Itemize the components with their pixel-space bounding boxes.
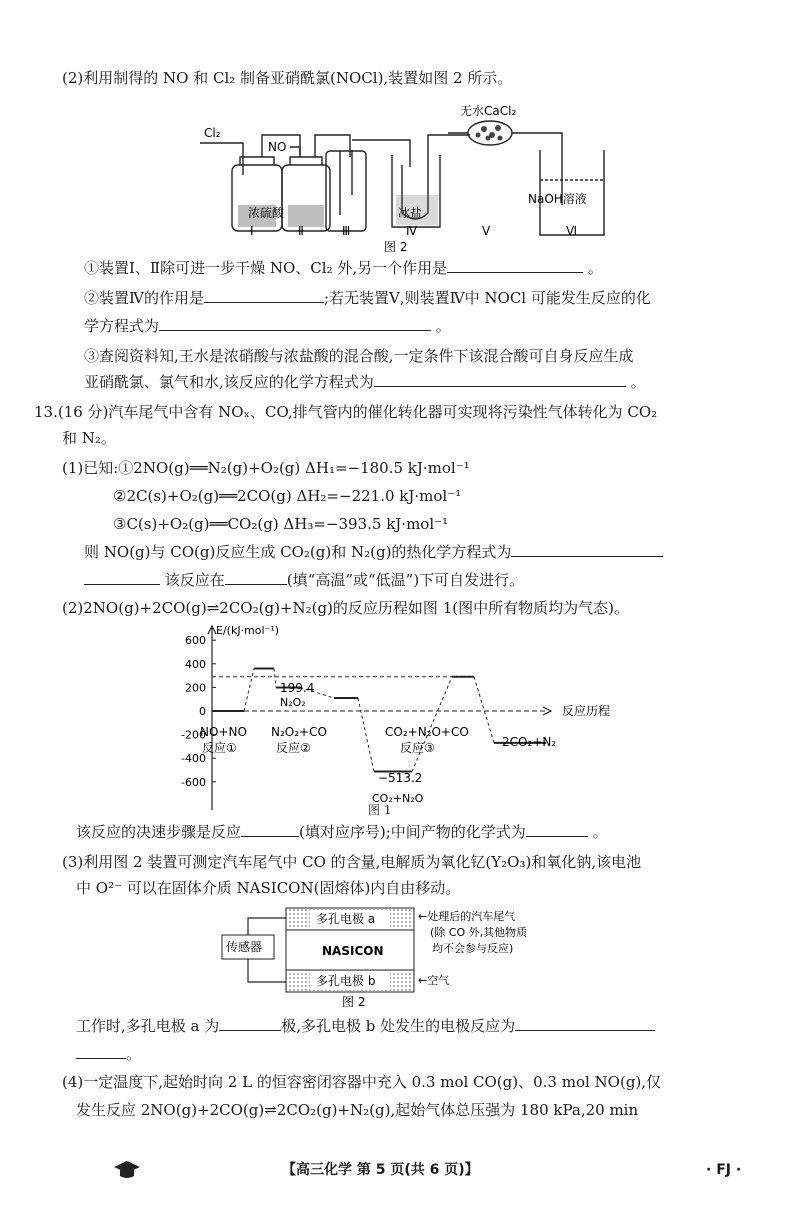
q13-p3-line1: (3)利用图 2 装置可测定汽车尾气中 CO 的含量,电解质为氧化钇(Y₂O₃)和氧化钠,该电池 xyxy=(62,853,642,871)
footer-page-info: 【高三化学 第 5 页(共 6 页)】 xyxy=(282,1162,479,1178)
naoh-label: NaOH溶液 xyxy=(528,192,587,206)
q12-sub1: ①装置Ⅰ、Ⅱ除可进一步干燥 NO、Cl₂ 外,另一个作用是 。 xyxy=(84,259,603,277)
y-tick-label: -400 xyxy=(181,752,206,766)
footer-region-code: · FJ · xyxy=(706,1162,742,1178)
y-tick-label: -600 xyxy=(181,775,206,789)
answer-blank[interactable] xyxy=(241,822,299,837)
q13-p1-question2: 该反应在 (填“高温”或“低温”)下可自发进行。 xyxy=(84,570,524,590)
answer-blank[interactable] xyxy=(515,1016,655,1031)
electrode-b-label: 多孔电极 b xyxy=(316,974,376,988)
reaction-3-label: 反应③ xyxy=(400,741,435,755)
low-species-label: CO₂+N₂O xyxy=(372,792,424,805)
answer-blank[interactable] xyxy=(526,822,588,837)
state-label-n2o2-co: N₂O₂+CO xyxy=(271,725,327,739)
sensor-label: 传感器 xyxy=(226,940,263,954)
apparatus-figure xyxy=(0,95,800,255)
y-axis-label: E/(kJ·mol⁻¹) xyxy=(216,624,280,637)
q13-p4-line2: 发生反应 2NO(g)+2CO(g)⇌2CO₂(g)+N₂(g),起始气体总压强为 180 kPa,20 min xyxy=(76,1101,639,1119)
state-label-no-no: NO+NO xyxy=(200,725,247,739)
q12-sub2-line2: 学方程式为 。 xyxy=(84,317,451,335)
cl2-inlet-tube xyxy=(200,143,243,175)
q13-p1-eq3: ③C(s)+O₂(g)══CO₂(g) ΔH₃=−393.5 kJ·mol⁻¹ xyxy=(113,515,449,533)
q12-sub2-line1: ②装置Ⅳ的作用是 ;若无装置Ⅴ,则装置Ⅳ中 NOCl 可能发生反应的化 xyxy=(84,289,651,307)
answer-blank[interactable] xyxy=(511,542,663,557)
label-III: Ⅲ xyxy=(342,224,351,238)
answer-blank[interactable] xyxy=(225,570,287,585)
reaction-1-label: 反应① xyxy=(202,741,237,755)
q13-p2-intro: (2)2NO(g)+2CO(g)⇌2CO₂(g)+N₂(g)的反应历程如图 1(图中所有物质均为气态)。 xyxy=(62,599,629,617)
q13-intro-line2: 和 N₂。 xyxy=(62,429,116,447)
graduation-cap-icon xyxy=(112,1160,142,1180)
answer-blank[interactable] xyxy=(204,288,324,303)
q12-part2-intro: (2)利用制得的 NO 和 Cl₂ 制备亚硝酰氯(NOCl),装置如图 2 所示。 xyxy=(62,69,513,87)
y-tick-label: -200 xyxy=(181,728,206,742)
y-tick-label: 0 xyxy=(199,705,206,718)
energy-connector xyxy=(474,677,494,743)
q13-intro-line1: 13.(16 分)汽车尾气中含有 NOₓ、CO,排气管内的催化转化器可实现将污染性气体转化为 CO₂ xyxy=(34,403,658,421)
q13-p1-eq2: ②2C(s)+O₂(g)══2CO(g) ΔH₂=−221.0 kJ·mol⁻¹ xyxy=(113,487,462,505)
fuel-cell-figure xyxy=(0,900,800,1010)
answer-blank[interactable] xyxy=(159,316,431,331)
answer-blank[interactable] xyxy=(447,258,583,273)
y-tick-label: 400 xyxy=(185,657,206,671)
y-tick-label: 600 xyxy=(185,634,206,648)
q13-p2-question: 该反应的决速步骤是反应 (填对应序号);中间产物的化学式为 。 xyxy=(76,823,608,841)
exhaust-note-3: 均不会参与反应) xyxy=(432,942,514,955)
label-V: Ⅴ xyxy=(482,224,491,238)
q13-p1-eq1: (1)已知:①2NO(g)══N₂(g)+O₂(g) ΔH₁=−180.5 kJ·mol⁻¹ xyxy=(62,459,470,477)
air-label: ←空气 xyxy=(418,974,450,987)
label-I: Ⅰ xyxy=(250,224,254,238)
acid-label: 浓硫酸 xyxy=(248,206,285,220)
ice-label: 冰盐 xyxy=(398,206,423,220)
exhaust-note-2: (除 CO 外,其他物质 xyxy=(430,926,528,939)
product-label: 2CO₂+N₂ xyxy=(502,735,557,749)
n2o2-energy-value: 199.4 xyxy=(280,681,315,695)
n2o2-species-label: N₂O₂ xyxy=(280,696,306,709)
q12-sub3-line2: 亚硝酰氯、氯气和水,该反应的化学方程式为 。 xyxy=(84,373,646,391)
q13-p3-question-cont: 。 xyxy=(76,1044,141,1064)
energy-connector xyxy=(274,669,276,688)
q13-p4-line1: (4)一定温度下,起始时向 2 L 的恒容密闭容器中充入 0.3 mol CO(g)、0.3 mol NO(g),仅 xyxy=(62,1073,662,1091)
energy-profile-chart xyxy=(0,620,800,820)
q13-p1-question1: 则 NO(g)与 CO(g)反应生成 CO₂(g)和 N₂(g)的热化学方程式为 xyxy=(84,542,663,562)
exhaust-note-1: ←处理后的汽车尾气 xyxy=(418,910,516,923)
figure-2-caption: 图 2 xyxy=(384,240,408,254)
cell-figure-caption: 图 2 xyxy=(342,995,366,1009)
low-energy-value: −513.2 xyxy=(378,771,423,785)
q12-sub3-line1: ③查阅资料知,王水是浓硝酸与浓盐酸的混合酸,一定条件下该混合酸可自身反应生成 xyxy=(84,347,634,365)
answer-blank[interactable] xyxy=(84,570,160,585)
label-II: Ⅱ xyxy=(298,224,304,238)
answer-blank[interactable] xyxy=(219,1016,281,1031)
state-label-co2-n2o-co: CO₂+N₂O+CO xyxy=(385,725,469,739)
q13-p3-question: 工作时,多孔电极 a 为 极,多孔电极 b 处发生的电极反应为 xyxy=(76,1016,655,1036)
answer-blank[interactable] xyxy=(374,372,626,387)
nasicon-label: NASICON xyxy=(322,944,384,958)
energy-connector xyxy=(244,669,254,711)
figure-1-caption: 图 1 xyxy=(368,803,392,817)
label-IV: Ⅳ xyxy=(406,224,418,238)
answer-blank[interactable] xyxy=(76,1044,126,1059)
y-tick-label: 200 xyxy=(185,681,206,695)
no-label: NO xyxy=(268,140,287,154)
x-axis-label: 反应历程 xyxy=(562,704,611,718)
q13-p3-line2: 中 O²⁻ 可以在固体介质 NASICON(固熔体)内自由移动。 xyxy=(76,879,461,897)
reaction-2-label: 反应② xyxy=(276,741,311,755)
cacl2-label: 无水CaCl₂ xyxy=(460,104,517,118)
energy-connector xyxy=(358,698,374,772)
label-VI: Ⅵ xyxy=(566,224,578,238)
cl2-label: Cl₂ xyxy=(204,126,221,140)
electrode-a-label: 多孔电极 a xyxy=(316,912,376,926)
bottle-III xyxy=(326,151,366,231)
